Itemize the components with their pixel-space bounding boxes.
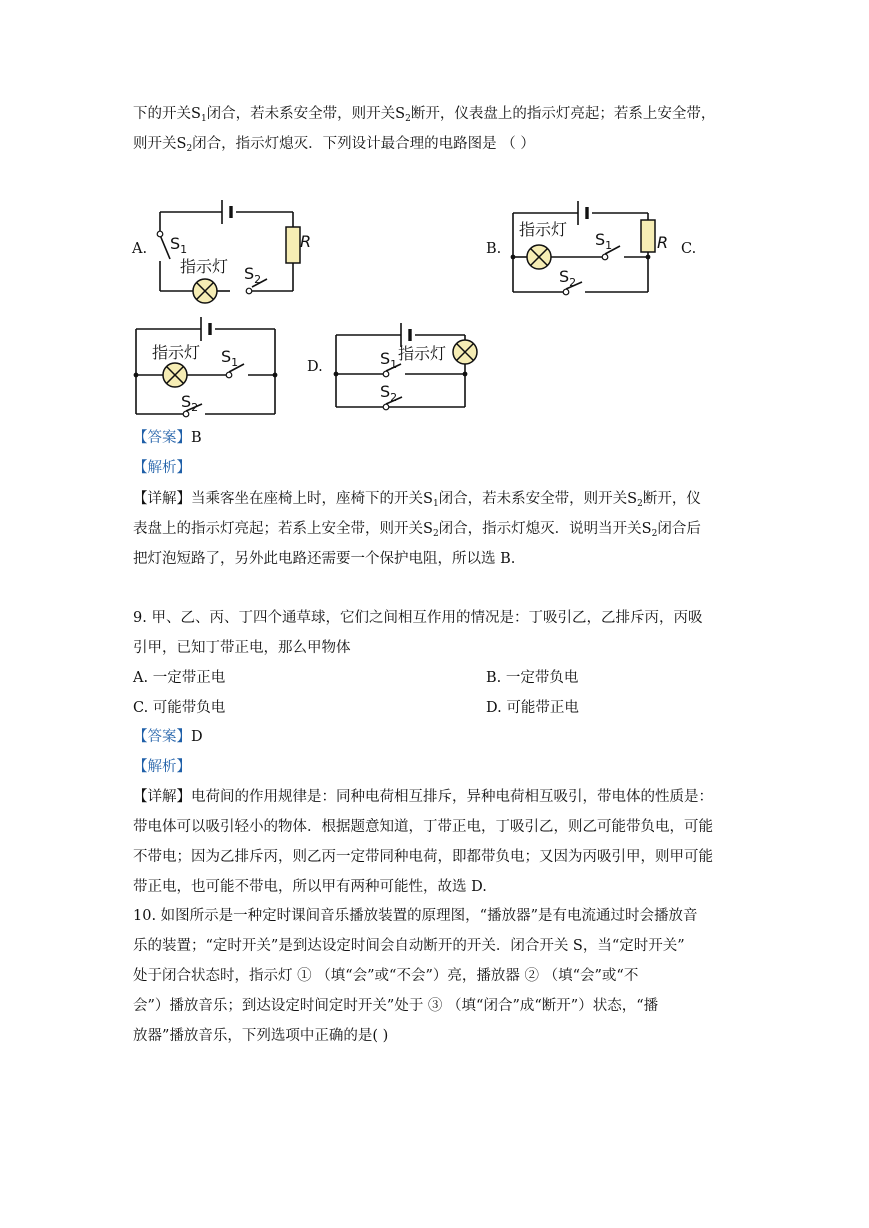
q9-answer: 【答案】D: [133, 729, 203, 745]
switch-s2-label: $S_2$: [559, 267, 577, 289]
q8-detail-line-1: 【详解】当乘客坐在座椅上时，座椅下的开关$S_1$闭合，若未系安全带，则开关$S_2$断开，仪: [133, 491, 701, 509]
circuit-diagram-d: [325, 315, 485, 415]
option-a-letter: A.: [132, 241, 148, 257]
lamp-label: 指示灯: [152, 343, 201, 362]
q10-stem-line-2: 乐的装置；“定时开关”是到达设定时间会自动断开的开关．闭合开关 S，当“定时开关”: [133, 938, 685, 954]
resistor-label: R: [300, 232, 312, 251]
q8-detail-line-3: 把灯泡短路了，另外此电路还需要一个保护电阻，所以选 B.: [133, 551, 516, 567]
q9-detail-line-2: 带电体可以吸引轻小的物体．根据题意知道，丁带正电，丁吸引乙，则乙可能带负电，可能: [133, 819, 713, 835]
switch-s1-label: $S_1$: [221, 347, 239, 369]
q9-option-c: C. 可能带负电: [133, 700, 226, 716]
q9-stem-line-2: 引甲，已知丁带正电，那么甲物体: [133, 640, 351, 656]
circuit-diagram-a: [150, 195, 310, 305]
q9-stem-line-1: 9. 甲、乙、丙、丁四个通草球，它们之间相互作用的情况是：丁吸引乙，乙排斥丙，丙吸: [133, 610, 703, 626]
q10-stem-line-5: 放器”播放音乐，下列选项中正确的是( ): [133, 1028, 389, 1044]
q8-detail-line-2: 表盘上的指示灯亮起；若系上安全带，则开关$S_2$闭合，指示灯熄灭．说明当开关$S_2$闭合后: [133, 521, 701, 539]
q8-answer: 【答案】B: [133, 430, 202, 446]
q10-stem-line-3: 处于闭合状态时，指示灯 ① （填“会”或“不会”）亮，播放器 ② （填“会”或“不: [133, 968, 639, 984]
q10-stem-line-4: 会”）播放音乐；到达设定时间定时开关”处于 ③ （填“闭合”成“断开”）状态，“播: [133, 998, 659, 1014]
option-d-letter: D.: [307, 359, 323, 375]
q10-stem-line-1: 10. 如图所示是一种定时课间音乐播放装置的原理图，“播放器”是有电流通过时会播放音: [133, 908, 698, 924]
resistor-label: R: [657, 233, 669, 252]
switch-s1-label: $S_1$: [380, 349, 398, 371]
lamp-label: 指示灯: [180, 257, 229, 276]
switch-s1-label: $S_1$: [595, 230, 613, 252]
switch-s1-label: $S_1$: [170, 234, 188, 256]
q9-option-b: B. 一定带负电: [486, 670, 579, 686]
intro-line-1: 下的开关$S_1$闭合，若未系安全带，则开关$S_2$断开，仪表盘上的指示灯亮起；若系上安全带，: [133, 106, 716, 124]
intro-line-2: 则开关$S_2$闭合，指示灯熄灭．下列设计最合理的电路图是 （ ）: [133, 136, 535, 154]
q9-detail-line-3: 不带电；因为乙排斥丙，则乙丙一定带同种电荷，即都带负电；又因为丙吸引甲，则甲可能: [133, 849, 713, 865]
switch-s2-label: $S_2$: [181, 392, 199, 414]
circuit-diagram-b: [505, 200, 690, 300]
switch-s2-label: $S_2$: [244, 264, 262, 286]
q9-option-d: D. 可能带正电: [486, 700, 579, 716]
q9-detail-line-4: 带正电，也可能不带电，所以甲有两种可能性，故选 D.: [133, 879, 487, 895]
q8-analysis-heading: 【解析】: [133, 460, 191, 476]
q9-analysis-heading: 【解析】: [133, 759, 191, 775]
q9-option-a: A. 一定带正电: [133, 670, 226, 686]
circuit-diagram-c: [125, 315, 285, 420]
switch-s2-label: $S_2$: [380, 382, 398, 404]
option-b-letter: B.: [486, 241, 502, 257]
lamp-label: 指示灯: [398, 344, 447, 363]
option-c-letter: C.: [681, 241, 697, 257]
lamp-label: 指示灯: [519, 220, 568, 239]
q9-detail-line-1: 【详解】电荷间的作用规律是：同种电荷相互排斥，异种电荷相互吸引，带电体的性质是：: [133, 789, 713, 805]
